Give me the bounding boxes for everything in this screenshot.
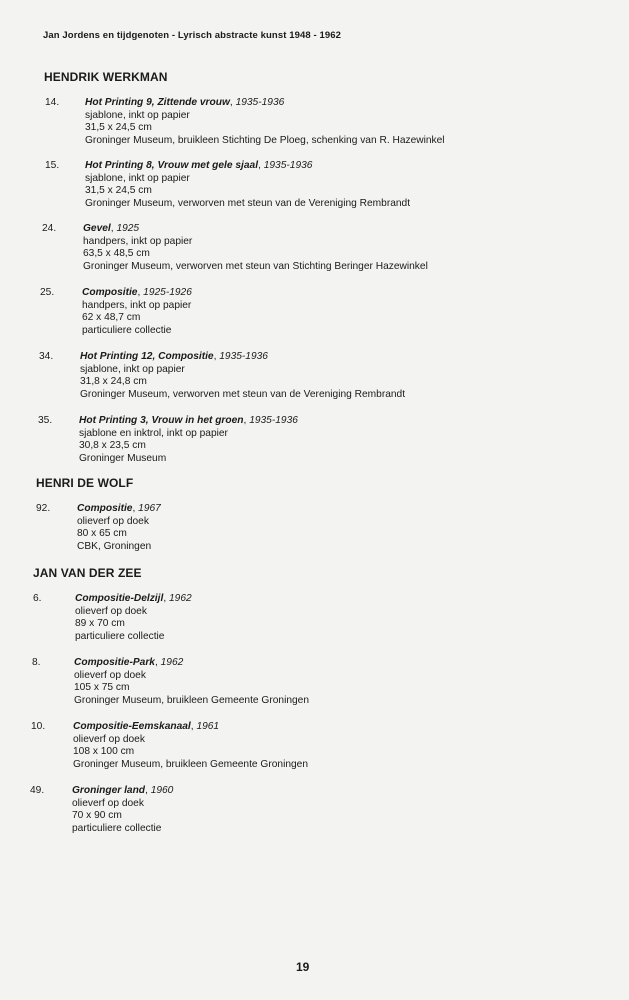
artwork-dimensions: 62 x 48,7 cm: [82, 312, 141, 324]
artwork-year: 1925: [116, 223, 140, 234]
entry-number: 34.: [39, 351, 54, 362]
artwork-year: 1962: [168, 593, 192, 604]
artwork-title: Hot Printing 8, Vrouw met gele sjaal: [85, 160, 259, 171]
artwork-collection: CBK, Groningen: [77, 540, 152, 552]
artist-heading: HENDRIK WERKMAN: [44, 70, 168, 84]
artwork-technique: olieverf op doek: [75, 605, 147, 617]
artwork-technique: handpers, inkt op papier: [82, 299, 192, 311]
artwork-title: Compositie-Park: [74, 657, 155, 668]
artwork-dimensions: 89 x 70 cm: [75, 618, 125, 630]
artwork-year: 1962: [160, 657, 184, 668]
catalogue-page: Jan Jordens en tijdgenoten - Lyrisch abstracte kunst 1948 - 1962 HENDRIK WERKMAN 14. Hot Printing 9, Zittende vrouw, 1935-1936 sjablone, inkt op papier 31,5 x 24,5 cm Groninger Museum, bruikleen Stichting De Ploeg, schenking van R. Hazewinkel 15. Hot Printing 8, Vrouw met gele sjaal, 1935-1936 sjablone, inkt op papier 31,5 x 24,5 cm Groninger Museum, verworven met steun van de Vereniging Rembrandt 24. Gevel, 1925 handpers, inkt op papier 63,5 x 48,5 cm Groninger Museum, verworven met steun van Stichting Beringer Hazewinkel 25. Compositie, 1925-1926 handpers, inkt op papier 62 x 48,7 cm particuliere collectie 34. Hot Printing 12, Compositie, 1935-1936 sjablone, inkt op papier 31,8 x 24,8 cm Groninger Museum, verworven met steun van de Vereniging Rembrandt 35. Hot Printing 3, Vrouw in het groen, 1935-1936 sjablone en inktrol, inkt op papier 30,8 x 23,5 cm Groninger Museum HENRI DE WOLF 92. Compositie, 1967 olieverf op doek 80 x 65 cm CBK, Groningen JAN VAN DER ZEE 6. Compositie-Delzijl, 1962 olieverf op doek 89 x 70 cm particuliere collectie 8. Compositie-Park, 1962 olieverf op doek 105 x 75 cm Groninger Museum, bruikleen Gemeente Groningen 10. Compositie-Eemskanaal, 1961 olieverf op doek 108 x 100 cm Groninger Museum, bruikleen Gemeente Groningen 49. Groninger land, 1960 olieverf op doek 70 x 90 cm particuliere collectie 19: [30, 30, 445, 974]
artwork-year: 1967: [138, 503, 161, 514]
artwork-title: Compositie: [82, 287, 138, 298]
artwork-dimensions: 108 x 100 cm: [73, 746, 135, 758]
artwork-title: Compositie-Eemskanaal: [73, 721, 191, 732]
artwork-year: 1925-1926: [143, 287, 192, 298]
entry-number: 15.: [45, 160, 60, 171]
artwork-title: Gevel: [83, 223, 111, 234]
artwork-title: Hot Printing 3, Vrouw in het groen: [79, 415, 244, 426]
running-header: Jan Jordens en tijdgenoten - Lyrisch abstracte kunst 1948 - 1962: [43, 30, 342, 41]
artwork-year: 1960: [150, 785, 174, 796]
artwork-collection: Groninger Museum, verworven met steun van de Vereniging Rembrandt: [85, 197, 411, 209]
artwork-dimensions: 80 x 65 cm: [77, 528, 127, 540]
artwork-title: Compositie: [77, 503, 133, 514]
artist-heading: HENRI DE WOLF: [36, 476, 134, 490]
entry-number: 49.: [30, 785, 45, 796]
artwork-year: 1935-1936: [263, 160, 313, 171]
artwork-technique: sjablone en inktrol, inkt op papier: [79, 427, 228, 439]
entry-number: 92.: [36, 503, 51, 514]
artwork-collection: Groninger Museum: [79, 452, 167, 464]
artwork-collection: Groninger Museum, verworven met steun van de Vereniging Rembrandt: [80, 388, 406, 400]
entry-number: 14.: [45, 97, 60, 108]
artwork-collection: Groninger Museum, bruikleen Gemeente Groningen: [73, 758, 309, 770]
entry-number: 25.: [40, 287, 55, 298]
artwork-technique: olieverf op doek: [73, 733, 145, 745]
artwork-collection: particuliere collectie: [75, 630, 165, 642]
artwork-title: Compositie-Delzijl: [75, 593, 164, 604]
artwork-year: 1935-1936: [249, 415, 298, 426]
artwork-collection: Groninger Museum, verworven met steun van Stichting Beringer Hazewinkel: [83, 260, 428, 272]
artwork-technique: olieverf op doek: [74, 669, 146, 681]
artist-heading: JAN VAN DER ZEE: [33, 566, 142, 580]
artwork-technique: olieverf op doek: [72, 797, 144, 809]
artwork-technique: olieverf op doek: [77, 515, 149, 527]
entry-number: 10.: [31, 721, 46, 732]
artwork-dimensions: 30,8 x 23,5 cm: [79, 440, 146, 452]
artwork-technique: sjablone, inkt op papier: [85, 172, 190, 184]
artwork-technique: sjablone, inkt op papier: [85, 109, 190, 121]
artwork-title: Groninger land: [72, 785, 146, 796]
artwork-collection: particuliere collectie: [72, 822, 162, 834]
artwork-dimensions: 63,5 x 48,5 cm: [83, 248, 150, 260]
artwork-dimensions: 105 x 75 cm: [74, 682, 130, 694]
artwork-collection: particuliere collectie: [82, 324, 172, 336]
artwork-dimensions: 31,8 x 24,8 cm: [80, 376, 147, 388]
artwork-year: 1961: [196, 721, 220, 732]
entry-number: 6.: [33, 593, 42, 604]
page-number: 19: [296, 960, 310, 974]
artwork-title: Hot Printing 9, Zittende vrouw: [85, 97, 230, 108]
artwork-dimensions: 31,5 x 24,5 cm: [85, 122, 152, 134]
artwork-collection: Groninger Museum, bruikleen Stichting De Ploeg, schenking van R. Hazewinkel: [85, 134, 445, 146]
artwork-year: 1935-1936: [219, 351, 268, 362]
artwork-title: Hot Printing 12, Compositie: [80, 351, 214, 362]
entry-number: 8.: [32, 657, 41, 668]
entry-number: 24.: [42, 223, 57, 234]
artwork-year: 1935-1936: [235, 97, 285, 108]
entry-number: 35.: [38, 415, 53, 426]
artwork-technique: handpers, inkt op papier: [83, 235, 193, 247]
artwork-dimensions: 31,5 x 24,5 cm: [85, 185, 152, 197]
artwork-collection: Groninger Museum, bruikleen Gemeente Groningen: [74, 694, 310, 706]
artwork-dimensions: 70 x 90 cm: [72, 810, 122, 822]
artwork-technique: sjablone, inkt op papier: [80, 363, 185, 375]
